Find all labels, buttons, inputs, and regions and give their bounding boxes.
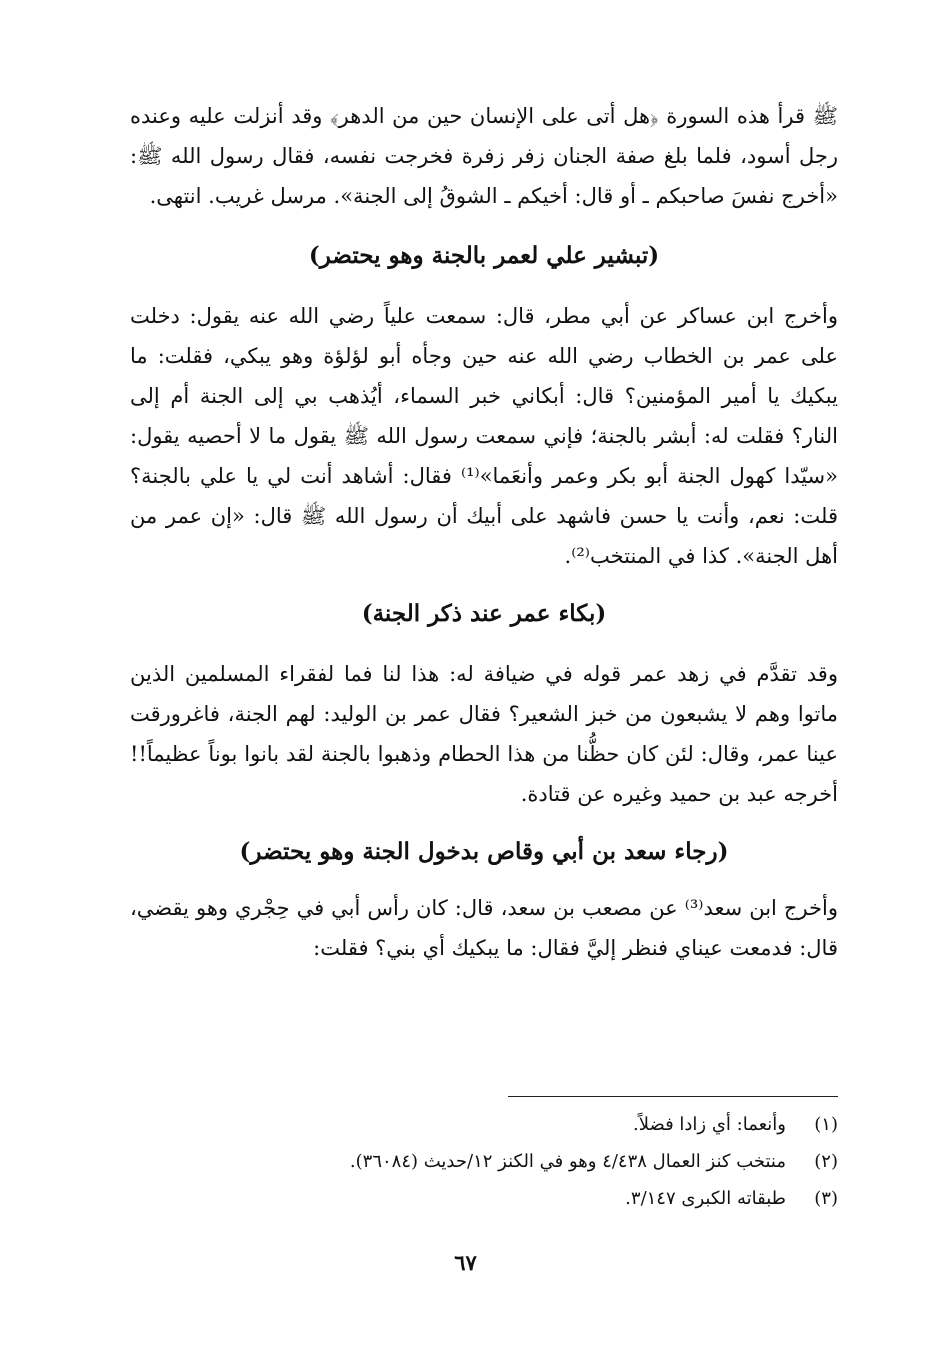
section-heading-1: (تبشير علي لعمر بالجنة وهو يحتضر): [308, 242, 660, 269]
footnote-3: [130, 1180, 838, 1217]
footnote-number: (١): [814, 1114, 838, 1135]
footnote-separator: [508, 1096, 838, 1097]
footnote-text: منتخب كنز العمال ٤/٤٣٨ وهو في الكنز ١٢/حديث (٣٦٠٨٤).: [349, 1151, 786, 1172]
footnote-text: طبقاته الكبرى ٣/١٤٧.: [625, 1188, 786, 1209]
footnote-1: [130, 1106, 838, 1143]
footnote-number: (٣): [814, 1188, 838, 1209]
intro-paragraph: ﷺ قرأ هذه السورة ﴿هل أتى على الإنسان حين من الدهر﴾ وقد أنزلت عليه وعنده رجل أسود، فلما بلغ صفة الجنان زفر زفرة فخرجت نفسه، فقال رسول الله ﷺ: «أخرج نفسَ صاحبكم ـ أو قال: أخيكم ـ الشوقُ إلى الجنة». مرسل غريب. انتهى.: [130, 104, 838, 208]
footnotes: [130, 1106, 838, 1217]
footnote-number: (٢): [814, 1151, 838, 1172]
section-heading-2: (بكاء عمر عند ذكر الجنة): [361, 600, 607, 627]
footnote-2: [130, 1143, 838, 1180]
section-paragraph-1: وأخرج ابن عساكر عن أبي مطر، قال: سمعت علياً رضي الله عنه يقول: دخلت على عمر بن الخطاب رضي الله عنه حين وجأه أبو لؤلؤة وهو يبكي، فقلت: ما يبكيك يا أمير المؤمنين؟ قال: أبكاني خبر السماء، أيُذهب بي إلى الجنة أم إلى النار؟ فقلت له: أبشر بالجنة؛ فإني سمعت رسول الله ﷺ يقول ما لا أحصيه يقول: «سيّدا كهول الجنة أبو بكر وعمر وأنعَما»⁽¹⁾ فقال: أشاهد أنت لي يا علي بالجنة؟ قلت: نعم، وأنت يا حسن فاشهد على أبيك أن رسول الله ﷺ قال: «إن عمر من أهل الجنة». كذا في المنتخب⁽²⁾.: [130, 304, 839, 568]
page-number: ٦٧: [454, 1250, 477, 1275]
section-paragraph-3: وأخرج ابن سعد⁽³⁾ عن مصعب بن سعد، قال: كان رأس أبي في حِجْري وهو يقضي، قال: فدمعت عيناي فنظر إليَّ فقال: ما يبكيك أي بني؟ فقلت:: [130, 896, 838, 960]
page-body: [130, 96, 838, 968]
section-heading-3: (رجاء سعد بن أبي وقاص بدخول الجنة وهو يحتضر): [239, 838, 729, 865]
footnote-text: وأنعما: أي زادا فضلاً.: [633, 1114, 786, 1135]
section-paragraph-2: وقد تقدَّم في زهد عمر قوله في ضيافة له: هذا لنا فما لفقراء المسلمين الذين ماتوا وهم لا يشبعون من خبز الشعير؟ فقال عمر بن الوليد: لهم الجنة، فاغرورقت عينا عمر، وقال: لئن كان حظُّنا من هذا الحطام وذهبوا بالجنة لقد بانوا بوناً عظيماً!! أخرجه عبد بن حميد وغيره عن قتادة.: [130, 662, 838, 806]
